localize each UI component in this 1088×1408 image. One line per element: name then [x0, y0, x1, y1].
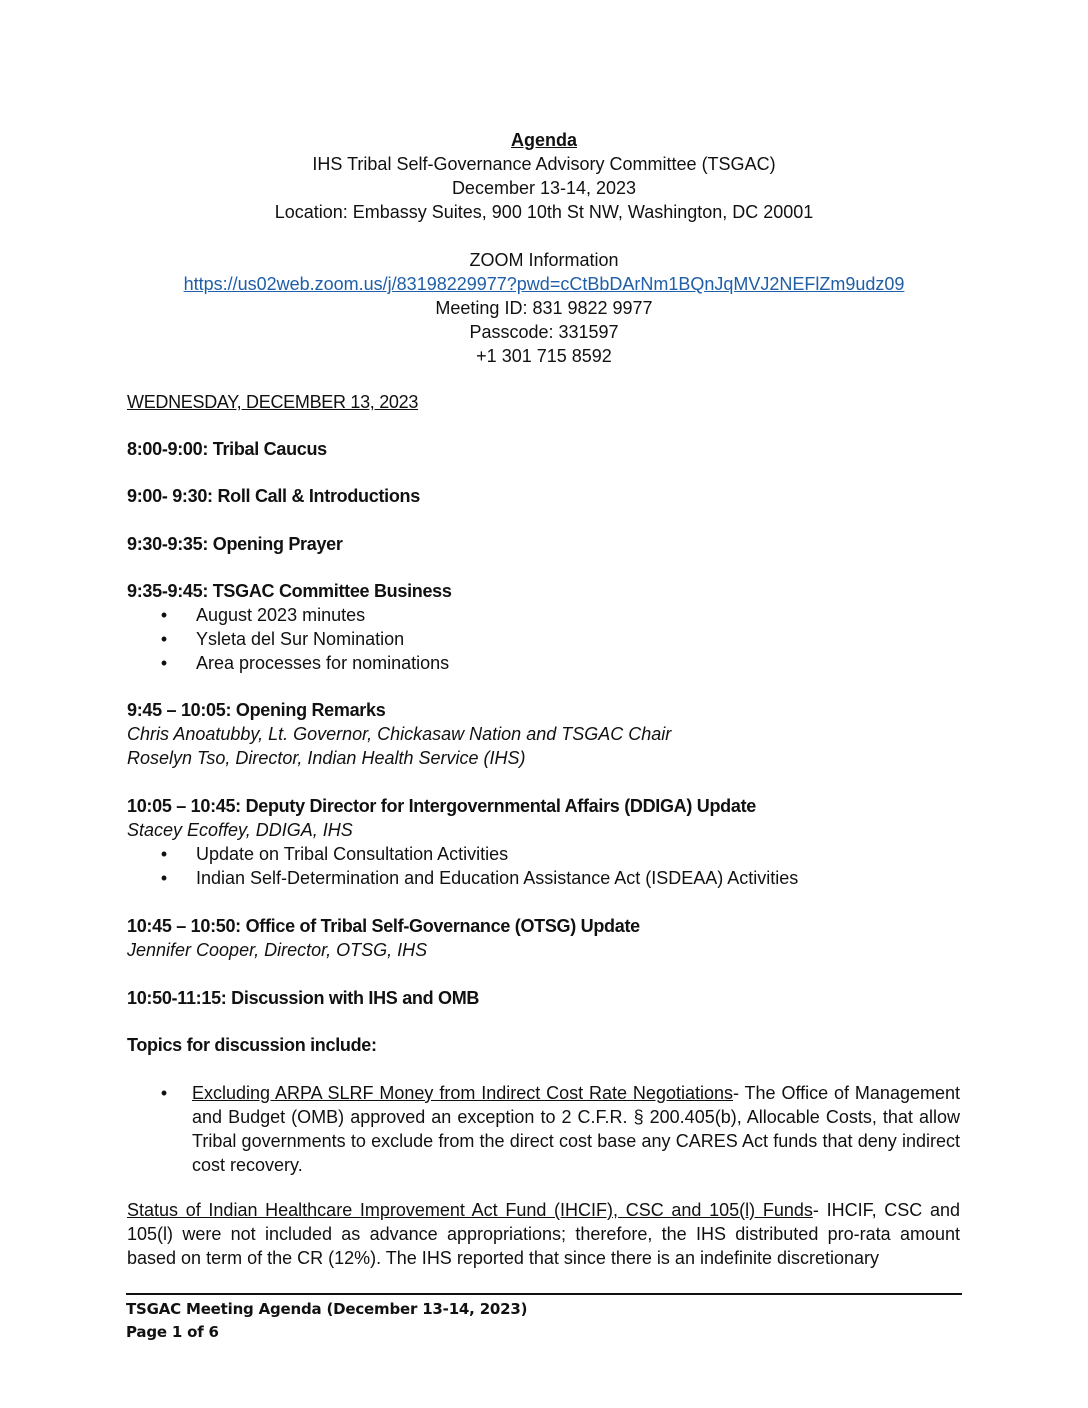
speaker-line: Chris Anoatubby, Lt. Governor, Chickasaw Nation and TSGAC Chair	[127, 724, 672, 744]
meeting-dates: December 13-14, 2023	[451, 178, 637, 198]
agenda-item-otsg-update: 10:45 – 10:50: Office of Tribal Self-Governance (OTSG) Update	[127, 916, 640, 936]
page-number: Page 1 of 6	[126, 1323, 219, 1341]
zoom-link[interactable]: https://us02web.zoom.us/j/83198229977?pwd=cCtBbDArNm1BQnJqMVJ2NEFlZm9udz09	[183, 274, 905, 294]
agenda-item-ddiga-update: 10:05 – 10:45: Deputy Director for Intergovernmental Affairs (DDIGA) Update	[127, 796, 756, 816]
agenda-item-committee-business: 9:35-9:45: TSGAC Committee Business	[127, 581, 452, 601]
bullet-icon: •	[160, 629, 168, 649]
footer-title: TSGAC Meeting Agenda (December 13-14, 2023)	[126, 1300, 528, 1318]
footer-divider	[126, 1293, 962, 1295]
topic-ihcif-status	[127, 1198, 960, 1270]
topic-arpa-slrf	[192, 1081, 960, 1177]
agenda-item-tribal-caucus: 8:00-9:00: Tribal Caucus	[127, 439, 327, 459]
day-heading: WEDNESDAY, DECEMBER 13, 2023	[127, 392, 419, 412]
bullet-icon: •	[160, 605, 168, 625]
topic-ihcif-body: - IHCIF, CSC and 105(l) were not included as advance appropriations; therefore, the IHS distributed pro-rata amount based on term of the CR (12%). The IHS reported that since there is an indefinite discretionary	[127, 1200, 960, 1268]
agenda-item-opening-prayer: 9:30-9:35: Opening Prayer	[127, 534, 343, 554]
bullet-icon: •	[160, 844, 168, 864]
topic-arpa-slrf-title: Excluding ARPA SLRF Money from Indirect Cost Rate Negotiations	[192, 1083, 733, 1103]
document-page: Agenda IHS Tribal Self-Governance Advisory Committee (TSGAC) December 13-14, 2023 Location: Embassy Suites, 900 10th St NW, Washington, DC 20001 ZOOM Information https://us02web.zoom.us/j/83198229977?pwd=cCtBbDArNm1BQnJqMVJ2NEFlZm9udz09 Meeting ID: 831 9822 9977 Passcode: 331597 +1 301 715 8592 WEDNESDAY, DECEMBER 13, 2023 8:00-9:00: Tribal Caucus 9:00- 9:30: Roll Call & Introductions 9:30-9:35: Opening Prayer 9:35-9:45: TSGAC Committee Business • August 2023 minutes • Ysleta del Sur Nomination • Area processes for nominations 9:45 – 10:05: Opening Remarks Chris Anoatubby, Lt. Governor, Chickasaw Nation and TSGAC Chair Roselyn Tso, Director, Indian Health Service (IHS) 10:05 – 10:45: Deputy Director for Intergovernmental Affairs (DDIGA) Update Stacey Ecoffey, DDIGA, IHS • Update on Tribal Consultation Activities • Indian Self-Determination and Education Assistance Act (ISDEAA) Activities 10:45 – 10:50: Office of Tribal Self-Governance (OTSG) Update Jennifer Cooper, Director, OTSG, IHS 10:50-11:15: Discussion with IHS and OMB Topics for discussion include: • Excluding ARPA SLRF Money from Indirect Cost Rate Negotiations- The Office of Management and Budget (OMB) approved an exception to 2 C.F.R. § 200.405(b), Allocable Costs, that allow Tribal governments to exclude from the direct cost base any CARES Act funds that deny indirect cost recovery. Status of Indian Healthcare Improvement Act Fund (IHCIF), CSC and 105(l) Funds- IHCIF, CSC and 105(l) were not included as advance appropriations; therefore, the IHS distributed pro-rata amount based on term of the CR (12%). The IHS reported that since there is an indefinite discretionary TSGAC Meeting Agenda (December 13-14, 2023) Page 1 of 6	[0, 0, 1088, 1408]
zoom-link-row	[0, 272, 1088, 296]
speaker-line: Roselyn Tso, Director, Indian Health Service (IHS)	[127, 748, 526, 768]
agenda-item-ihs-omb-discussion: 10:50-11:15: Discussion with IHS and OMB	[127, 988, 480, 1008]
zoom-heading: ZOOM Information	[469, 250, 619, 270]
bullet-icon: •	[160, 868, 168, 888]
phone-number: +1 301 715 8592	[476, 346, 612, 366]
speaker-line: Stacey Ecoffey, DDIGA, IHS	[127, 820, 353, 840]
topics-heading: Topics for discussion include:	[127, 1035, 377, 1055]
meeting-id: Meeting ID: 831 9822 9977	[435, 298, 653, 318]
passcode: Passcode: 331597	[469, 322, 619, 342]
speaker-line: Jennifer Cooper, Director, OTSG, IHS	[127, 940, 428, 960]
topic-ihcif-title: Status of Indian Healthcare Improvement Act Fund (IHCIF), CSC and 105(l) Funds	[127, 1200, 813, 1220]
committee-name: IHS Tribal Self-Governance Advisory Committee (TSGAC)	[312, 154, 776, 174]
topic-arpa-slrf-body: - The Office of Management and Budget (OMB) approved an exception to 2 C.F.R. § 200.405(b), Allocable Costs, that allow Tribal governments to exclude from the direct cost base any CARES Act funds that deny indirect cost recovery.	[192, 1083, 960, 1175]
agenda-item-opening-remarks: 9:45 – 10:05: Opening Remarks	[127, 700, 386, 720]
agenda-title: Agenda	[510, 130, 577, 150]
bullet-icon: •	[160, 653, 168, 673]
meeting-location: Location: Embassy Suites, 900 10th St NW, Washington, DC 20001	[274, 202, 814, 222]
agenda-item-roll-call: 9:00- 9:30: Roll Call & Introductions	[127, 486, 420, 506]
